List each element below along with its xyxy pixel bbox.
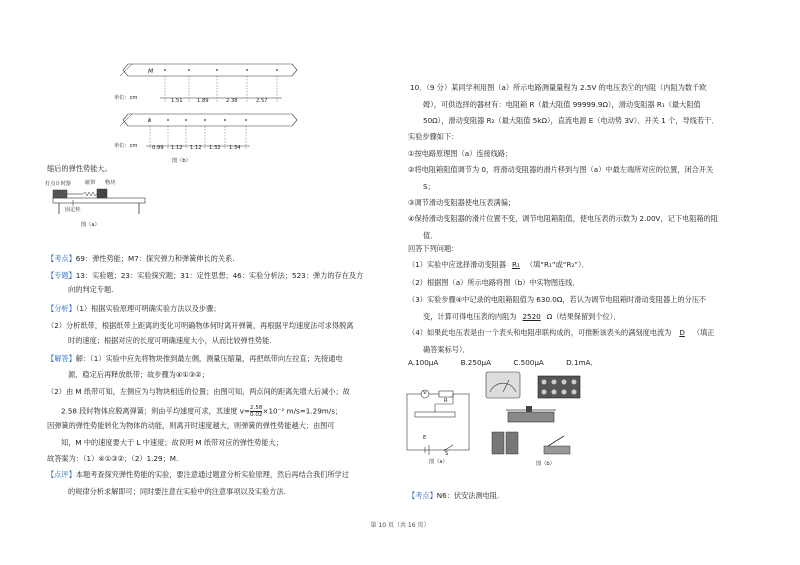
tape-l-unit: 单位：cm bbox=[114, 143, 138, 149]
kaodian-line-right bbox=[408, 492, 499, 499]
ans-3: （3）实验步骤④中记录的电阻箱阻值为 630.0Ω，若认为调节电阻箱时滑动变阻器上的分压不 bbox=[408, 295, 707, 304]
fenxi-text-2: （2）分析纸带，根据纸带上距离的变化可明确物体何时离开弹簧，再根据平均速度法可求得脱离 bbox=[47, 321, 354, 330]
kaodian-text-right: N6：伏安法测电阻. bbox=[436, 491, 500, 500]
dianping-line bbox=[47, 471, 349, 478]
ans-1 bbox=[408, 261, 589, 268]
switch-label: S bbox=[445, 451, 449, 457]
jieda-text: 解：（1）实验中应先将物块推到最左侧，测量压缩量，再把纸带向左拉直；先接通电 bbox=[75, 354, 343, 363]
jieda-text-2: 源，稳定后再释放纸带；故步骤为④①③②； bbox=[68, 370, 209, 379]
timer-label: 打点计时器 bbox=[45, 181, 71, 187]
fig-b-caption: 图（b） bbox=[172, 158, 191, 164]
part2-line-4: 知，M 中的速度要大于 L 中速度；故说明 M 纸带对应的弹性势能大； bbox=[61, 438, 283, 447]
velocity-result: ×10⁻² m/s=1.29m/s； bbox=[262, 406, 343, 416]
tape-m-label: M bbox=[148, 68, 154, 75]
page-footer: 第 10 页（共 16 页） bbox=[370, 522, 430, 529]
velocity-text: 2.58 段时物体应脱离弹簧；则由平均速度可求，其速度 v= bbox=[61, 406, 250, 416]
circuit-diagram bbox=[405, 388, 475, 468]
tape-m-value: 2.38 bbox=[226, 98, 238, 104]
kaodian-text: 69：弹性势能；M7：探究弹力和弹簧伸长的关系. bbox=[75, 254, 235, 263]
step-1: ①按电路原理图（a）连接线路； bbox=[408, 149, 513, 158]
tape-figure bbox=[110, 60, 310, 168]
zhuanti-text: 13：实验题；23：实验探究题；31：定性思想；46：实验分析法；523：弹力的存在及方 bbox=[75, 271, 364, 280]
part2-line-1: （2）由 M 纸带可知，左侧应为与物块相连的位置；由图可知，两点间的距离先增大后减小；故 bbox=[47, 387, 350, 396]
ans-3-text: 变，计算可得电压表的内阻为 bbox=[423, 312, 517, 321]
energy-line: 缩后的弹性势能大。 bbox=[47, 164, 112, 173]
circuit-figure bbox=[405, 388, 475, 468]
ans-1-hint: （填“R₁”或“R₂”）． bbox=[525, 260, 589, 269]
ans-4-cont: 确答案标号）． bbox=[423, 345, 470, 354]
tape-m-unit: 单位：cm bbox=[114, 95, 138, 101]
fenxi-text: （1）根据实验原理可明确实验方法以及步骤； bbox=[75, 304, 221, 313]
answer-line: 故答案为：（1）④①③②；（2）1.29；M. bbox=[47, 454, 179, 463]
options-row bbox=[408, 359, 598, 366]
apparatus-photo-figure bbox=[478, 370, 588, 475]
part2-line-2 bbox=[61, 405, 342, 418]
option-b: B.250μA bbox=[460, 358, 492, 367]
zhuanti-text-2: 向的判定专题. bbox=[68, 285, 114, 294]
fenxi-line bbox=[47, 305, 221, 312]
tape-l-value: 1.12 bbox=[171, 145, 183, 151]
part2-line-3: 因弹簧的弹性势能转化为物体的动能，则离开时速度越大，则弹簧的弹性势能越大；由图可 bbox=[47, 421, 335, 430]
tape-l-value: 1.34 bbox=[229, 145, 241, 151]
block-label: 物块 bbox=[105, 180, 116, 186]
tape-l-value: 1.32 bbox=[209, 145, 221, 151]
tape-l-label: L bbox=[148, 117, 152, 124]
ans-4 bbox=[408, 329, 714, 336]
bracket-label: 固定栓 bbox=[65, 207, 81, 213]
voltmeter-label: V bbox=[423, 390, 427, 396]
answer-title: 回答下列问题： bbox=[408, 244, 459, 253]
ans-2: （2）根据图（a）所示电路将图（b）中实物图连线． bbox=[408, 278, 580, 287]
kaodian-line bbox=[47, 255, 235, 262]
fig-b-caption: 图（b） bbox=[536, 461, 555, 467]
fraction-denominator: 0.02 bbox=[249, 412, 263, 418]
step-4: ④保持滑动变阻器的滑片位置不变，调节电阻箱阻值，使电压表的示数为 2.00V，记下电阻箱的阻 bbox=[408, 214, 718, 223]
resistor-label: R bbox=[444, 398, 448, 404]
step-2-cont: S； bbox=[423, 182, 435, 191]
tape-label: 纸带 bbox=[85, 180, 96, 186]
step-2: ②将电阻箱阻值调节为 0，将滑动变阻器的滑片移到与图（a）中最左端所对应的位置，闭合开关 bbox=[408, 165, 714, 174]
fenxi-text-3: 时的速度；根据对应的长度可明确速度大小，从而比较弹性势能. bbox=[68, 336, 272, 345]
q10-line-1: 10．（9 分）某同学利用图（a）所示电路测量量程为 2.5V 的电压表Ⓥ的内阻（内阻为数千欧 bbox=[410, 83, 707, 92]
apparatus-diagram bbox=[45, 180, 155, 235]
apparatus-figure bbox=[45, 180, 155, 235]
dianping-tag: 【点评】 bbox=[47, 470, 76, 479]
ans-1-fill: R₁ bbox=[512, 260, 520, 269]
fig-a-caption: 图（a） bbox=[429, 459, 448, 465]
dianping-text-2: 的规律分析求解即可；同时要注意在实验中的注意事项以及实验方法. bbox=[68, 487, 286, 496]
tape-l-value: 1.12 bbox=[190, 145, 202, 151]
step-3: ③调节滑动变阻器使电压表满偏； bbox=[408, 198, 516, 207]
kaodian-tag-right: 【考点】 bbox=[408, 491, 437, 500]
ans-4-fill: D bbox=[679, 328, 685, 337]
option-a: A.100μA bbox=[408, 358, 439, 367]
steps-title: 实验步骤如下： bbox=[408, 132, 459, 141]
ans-3-cont bbox=[423, 313, 621, 320]
step-4-cont: 值． bbox=[423, 231, 438, 240]
jieda-tag: 【解答】 bbox=[47, 354, 76, 363]
ans-3-hint: Ω（结果保留到个位）． bbox=[546, 312, 621, 321]
zhuanti-line bbox=[47, 272, 363, 279]
tape-m-value: 1.51 bbox=[171, 98, 183, 104]
kaodian-tag: 【考点】 bbox=[47, 254, 76, 263]
tape-diagram bbox=[110, 60, 310, 168]
velocity-fraction bbox=[250, 405, 262, 418]
q10-line-2: 姆），可供选择的器材有：电阻箱 R（最大阻值 99999.9Ω），滑动变阻器 R₁（最大阻值 bbox=[423, 100, 701, 109]
ans-3-fill: 2520 bbox=[522, 312, 541, 321]
ans-4-text: （4）如果此电压表是由一个表头和电阻串联构成的，可推断该表头的满刻度电流为 bbox=[408, 328, 672, 337]
apparatus-photo-diagram bbox=[478, 370, 588, 475]
fraction-numerator: 2.58 bbox=[249, 405, 263, 411]
option-d: D.1mA． bbox=[566, 358, 598, 367]
ans-1-text: （1）实验中应选择滑动变阻器 bbox=[408, 260, 507, 269]
tape-m-value: 1.89 bbox=[197, 98, 209, 104]
fenxi-tag: 【分析】 bbox=[47, 304, 76, 313]
option-c: C.500μA bbox=[513, 358, 544, 367]
ans-4-hint: （填正 bbox=[692, 328, 715, 337]
tape-m-value: 2.57 bbox=[256, 98, 268, 104]
source-label: E bbox=[423, 435, 427, 441]
q10-line-3: 50Ω），滑动变阻器 R₂（最大阻值 5kΩ），直流电源 E（电动势 3V）．开关 1 个，导线若干． bbox=[423, 116, 719, 125]
jieda-line bbox=[47, 355, 343, 362]
zhuanti-tag: 【专题】 bbox=[47, 271, 76, 280]
dianping-text: 本题考查探究弹性势能的实验，要注意通过题意分析实验原理，然后再结合我们所学过 bbox=[75, 470, 349, 479]
tape-l-value: 0.99 bbox=[152, 145, 164, 151]
fig-a-caption: 图（a） bbox=[81, 222, 100, 228]
